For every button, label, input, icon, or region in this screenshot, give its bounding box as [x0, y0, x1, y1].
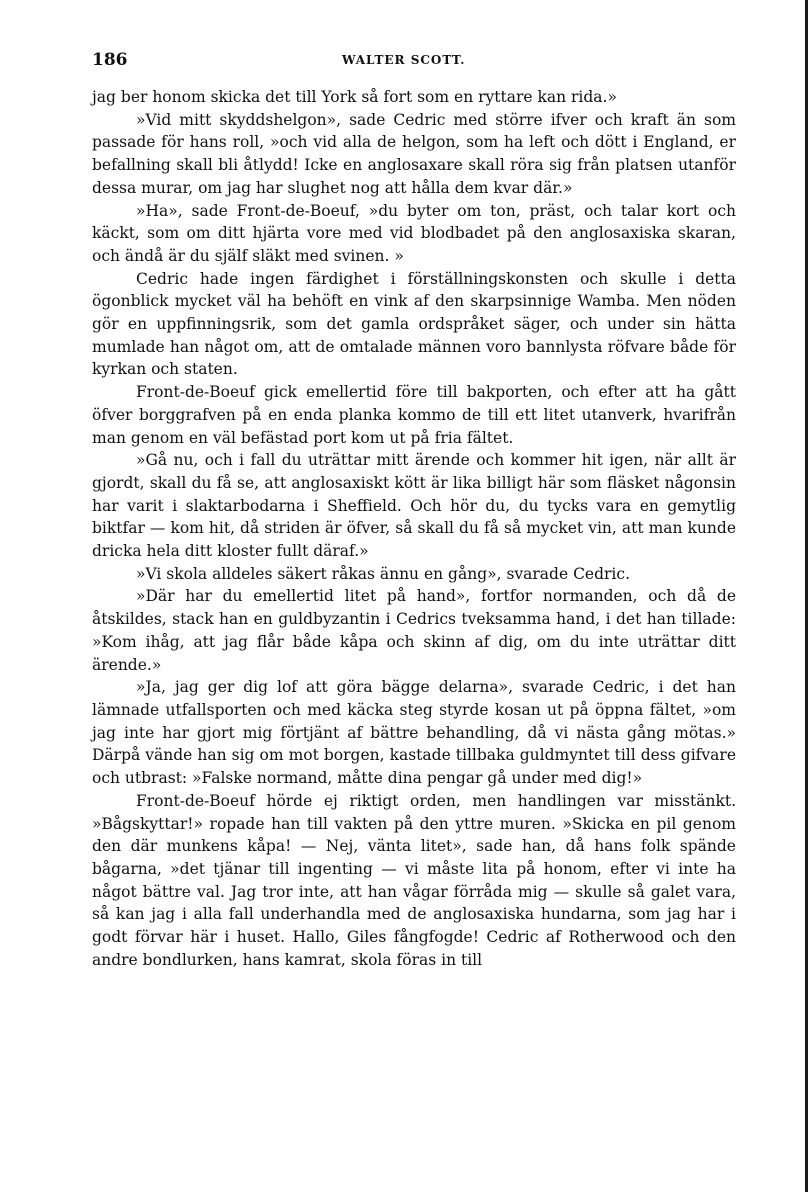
paragraph: »Ja, jag ger dig lof att göra bägge delarna», svarade Cedric, i det han lämnade utfallsporten och med käcka steg styrde kosan ut på öppna fältet, »om jag inte har gjort mig förtjänt af bättre behandling, då vi nästa gång mötas.» Därpå vände han sig om mot borgen, kastade tillbaka guldmyntet till dess gifvare och utbrast: »Falske normand, måtte dina pengar gå under med dig!»	[92, 678, 736, 788]
paragraph: Front-de-Boeuf hörde ej riktigt orden, men handlingen var misstänkt. »Bågskyttar!» ropade han till vakten på den yttre muren. »Skicka en pil genom den där munkens kåpa! — Nej, vänta litet», sade han, då hans folk spände bågarna, »det tjänar till ingenting — vi måste lita på honom, efter vi inte ha något bättre val. Jag tror inte, att han vågar förråda mig — skulle så galet vara, så kan jag i alla fall underhandla med de anglosaxiska hundarna, som jag har i godt förvar här i huset. Hallo, Giles fångfogde! Cedric af Rotherwood och den andre bondlurken, hans kamrat, skola föras in till	[92, 791, 736, 969]
paragraph: jag ber honom skicka det till York så fort som en ryttare kan rida.»	[92, 88, 617, 106]
body-text	[92, 86, 736, 971]
running-title: WALTER SCOTT.	[342, 53, 466, 67]
paragraph: »Ha», sade Front-de-Boeuf, »du byter om ton, präst, och talar kort och käckt, som om ditt hjärta vore med vid blodbadet på den anglosaxiska skaran, och ändå är du själf släkt med svinen. »	[92, 201, 736, 265]
paragraph: »Vi skola alldeles säkert råkas ännu en gång», svarade Cedric.	[136, 564, 631, 583]
page-number: 186	[92, 50, 128, 70]
paragraph: »Gå nu, och i fall du uträttar mitt ärende och kommer hit igen, när allt är gjordt, skall du få se, att anglosaxiskt kött är lika billigt här som fläsket någonsin har varit i slaktarbodarna i Sheffield. Och hör du, du tycks vara en gemytlig biktfar — kom hit, då striden är öfver, så skall du få så mycket vin, att man kunde dricka hela ditt kloster fullt däraf.»	[92, 451, 736, 561]
paragraph: Cedric hade ingen färdighet i förställningskonsten och skulle i detta ögonblick mycket väl ha behöft en vink af den skarpsinnige Wamba. Men nöden gör en uppfinningsrik, som det gamla ordspråket säger, och under sin hätta mumlade han något om, att de omtalade männen voro bannlysta röfvare både för kyrkan och staten.	[92, 269, 736, 379]
paragraph: »Där har du emellertid litet på hand», fortfor normanden, och då de åtskildes, stack han en guldbyzantin i Cedrics tveksamma hand, i det han tillade: »Kom ihåg, att jag flår både kåpa och skinn af dig, om du inte uträttar ditt ärende.»	[92, 587, 736, 674]
page-header	[92, 50, 736, 74]
paragraph: »Vid mitt skyddshelgon», sade Cedric med större ifver och kraft än som passade för hans roll, »och vid alla de helgon, som ha left och dött i England, er befallning skall bli åtlydd! Icke en anglosaxare skall röra sig från platsen utanför dessa murar, om jag har slughet nog att hålla dem kvar där.»	[92, 110, 736, 197]
paragraph: Front-de-Boeuf gick emellertid före till bakporten, och efter att ha gått öfver borggrafven på en enda planka kommo de till ett litet utanverk, hvarifrån man genom en väl befästad port kom ut på fria fältet.	[92, 383, 736, 447]
